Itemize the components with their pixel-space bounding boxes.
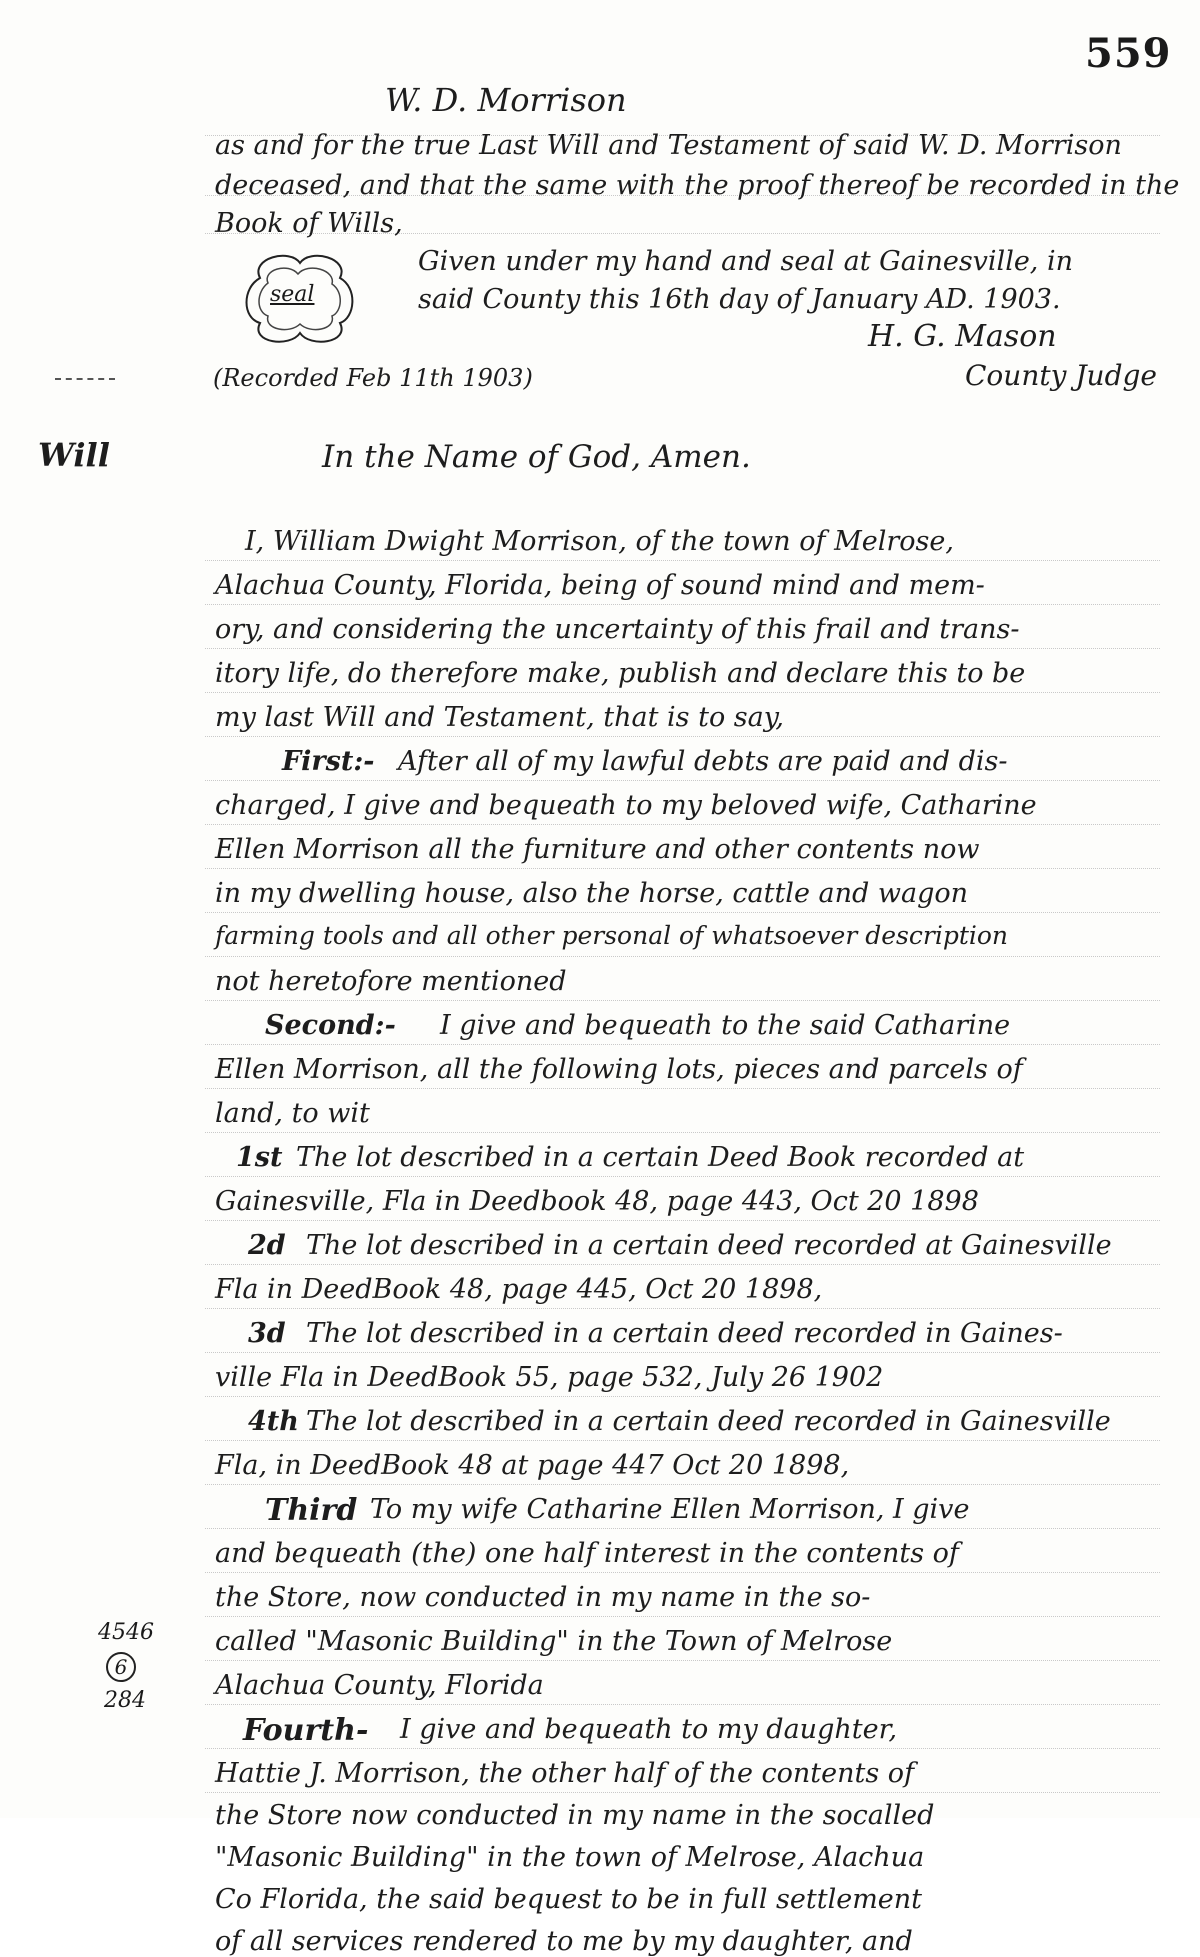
fourth-line: Hattie J. Morrison, the other half of the contents of (215, 1758, 915, 1789)
third-line: To my wife Catharine Ellen Morrison, I give (370, 1494, 970, 1525)
ruled-line (205, 1792, 1160, 1793)
ruled-line (205, 1044, 1160, 1045)
ruled-line (205, 560, 1160, 561)
margin-number-circled (106, 1652, 136, 1682)
first-line: in my dwelling house, also the horse, cattle and wagon (215, 878, 968, 909)
lot-line: Fla, in DeedBook 48 at page 447 Oct 20 1898, (215, 1450, 850, 1481)
ruled-line (205, 692, 1160, 693)
second-line: land, to wit (215, 1098, 370, 1129)
first-line: After all of my lawful debts are paid and dis- (398, 746, 1008, 777)
body-line: I, William Dwight Morrison, of the town of Melrose, (245, 526, 954, 557)
body-line: my last Will and Testament, that is to say, (215, 702, 784, 733)
lot-line: ville Fla in DeedBook 55, page 532, July 26 1902 (215, 1362, 884, 1393)
third-line: Alachua County, Florida (215, 1670, 544, 1701)
ruled-line (205, 736, 1160, 737)
lot-line: The lot described in a certain Deed Book recorded at (296, 1142, 1025, 1173)
body-line: ory, and considering the uncertainty of this frail and trans- (215, 614, 1020, 645)
margin-number: 4546 (98, 1620, 154, 1645)
judge-signature: H. G. Mason (868, 319, 1057, 354)
fourth-line: I give and bequeath to my daughter, (400, 1714, 898, 1745)
ruled-line (205, 1396, 1160, 1397)
lot-line: The lot described in a certain deed recorded in Gaines- (306, 1318, 1063, 1349)
opening-line: deceased, and that the same with the proof thereof be recorded in the (215, 170, 1180, 201)
third-line: the Store, now conducted in my name in the so- (215, 1582, 871, 1613)
third-line: called "Masonic Building" in the Town of Melrose (215, 1626, 893, 1657)
opening-line: Book of Wills, (215, 208, 403, 239)
ruled-line (205, 780, 1160, 781)
margin-number-circle: 6 (106, 1652, 136, 1682)
ruled-line (205, 1264, 1160, 1265)
ruled-line (205, 1440, 1160, 1441)
body-line: itory life, do therefore make, publish and declare this to be (215, 658, 1026, 689)
ruled-line (205, 1572, 1160, 1573)
lot-number: 1st (236, 1142, 283, 1173)
third-heading: Third (265, 1493, 358, 1528)
fourth-line: the Store now conducted in my name in the socalled (215, 1800, 935, 1831)
ruled-line (205, 1132, 1160, 1133)
invocation: In the Name of God, Amen. (322, 439, 751, 475)
given-line: said County this 16th day of January AD. 1903. (418, 284, 1061, 315)
ruled-line (205, 956, 1160, 957)
ruled-line (205, 1308, 1160, 1309)
given-line: Given under my hand and seal at Gainesville, in (418, 246, 1074, 277)
lot-number: 3d (248, 1318, 286, 1349)
opening-line: as and for the true Last Will and Testament of said W. D. Morrison (215, 130, 1122, 161)
ruled-line (205, 912, 1160, 913)
ruled-line (205, 604, 1160, 605)
body-line: Alachua County, Florida, being of sound mind and mem- (215, 570, 985, 601)
fourth-line: of all services rendered to me by my daughter, and (215, 1926, 913, 1957)
fourth-line: Co Florida, the said bequest to be in full settlement (215, 1884, 923, 1915)
page-number: 559 (1085, 30, 1172, 77)
lot-number: 2d (248, 1230, 286, 1261)
margin-dash (55, 378, 115, 380)
ruled-line (205, 1660, 1160, 1661)
lot-line: The lot described in a certain deed recorded at Gainesville (306, 1230, 1112, 1261)
ruled-line (205, 868, 1160, 869)
lot-line: Gainesville, Fla in Deedbook 48, page 443, Oct 20 1898 (215, 1186, 979, 1217)
ruled-line (205, 1220, 1160, 1221)
first-line: not heretofore mentioned (215, 966, 567, 997)
ruled-line (205, 824, 1160, 825)
ruled-line (205, 1352, 1160, 1353)
margin-number: 284 (104, 1688, 146, 1713)
lot-line: Fla in DeedBook 48, page 445, Oct 20 1898, (215, 1274, 823, 1305)
first-heading: First:- (282, 746, 375, 777)
third-line: and bequeath (the) one half interest in the contents of (215, 1538, 959, 1569)
fourth-line: "Masonic Building" in the town of Melrose, Alachua (215, 1842, 925, 1873)
judge-title: County Judge (965, 359, 1157, 392)
second-line: I give and bequeath to the said Catharine (440, 1010, 1011, 1041)
seal-label: seal (270, 282, 315, 307)
first-line: charged, I give and bequeath to my beloved wife, Catharine (215, 790, 1037, 821)
recorded-note: (Recorded Feb 11th 1903) (213, 364, 533, 392)
ruled-line (205, 1088, 1160, 1089)
ruled-line (205, 1616, 1160, 1617)
second-line: Ellen Morrison, all the following lots, pieces and parcels of (215, 1054, 1023, 1085)
ruled-line (205, 1000, 1160, 1001)
ruled-line (205, 648, 1160, 649)
heading-name: W. D. Morrison (385, 81, 627, 119)
first-line: farming tools and all other personal of whatsoever description (215, 921, 1009, 950)
ruled-line (205, 1704, 1160, 1705)
first-line: Ellen Morrison all the furniture and other contents now (215, 834, 980, 865)
lot-number: 4th (248, 1406, 299, 1437)
margin-title: Will (38, 436, 110, 474)
ruled-line (205, 1484, 1160, 1485)
lot-line: The lot described in a certain deed recorded in Gainesville (306, 1406, 1111, 1437)
ruled-line (205, 1176, 1160, 1177)
fourth-heading: Fourth- (243, 1713, 369, 1748)
second-heading: Second:- (265, 1010, 396, 1041)
